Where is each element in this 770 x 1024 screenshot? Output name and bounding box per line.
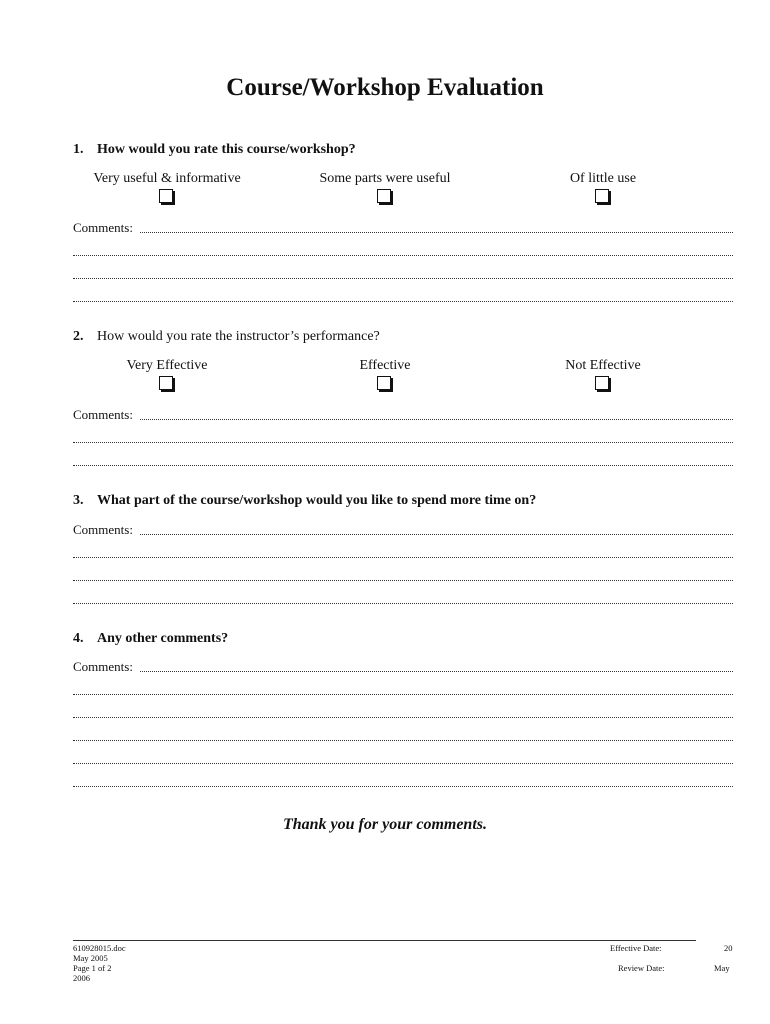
comment-line[interactable] (73, 266, 733, 282)
option-little-use-label: Of little use (569, 171, 637, 186)
comments-label: Comments: (73, 220, 139, 235)
question-number: 4. (73, 631, 84, 646)
question-number: 3. (73, 493, 84, 508)
comment-line[interactable] (73, 751, 733, 767)
option-some-useful-label: Some parts were useful (319, 171, 451, 186)
option-very-useful-label: Very useful & informative (93, 171, 241, 186)
footer-effective-label: Effective Date: (610, 943, 662, 953)
comment-line[interactable] (73, 591, 733, 607)
comment-line[interactable] (73, 289, 733, 305)
comments-label: Comments: (73, 522, 139, 537)
question-text: How would you rate the instructor’s performance? (97, 329, 380, 344)
option-effective-label: Effective (359, 358, 411, 373)
question-number: 1. (73, 142, 84, 157)
comments-label: Comments: (73, 659, 139, 674)
comment-line[interactable] (73, 705, 733, 721)
question-text: How would you rate this course/workshop? (97, 142, 356, 157)
comment-line[interactable] (73, 453, 733, 469)
footer-review-value: May (714, 963, 730, 973)
footer-divider (73, 940, 696, 941)
comments-line-q4[interactable] (73, 659, 733, 675)
comments-line-q1[interactable] (73, 220, 733, 236)
comment-line[interactable] (73, 728, 733, 744)
option-not-effective-label: Not Effective (565, 358, 641, 373)
comment-line[interactable] (73, 545, 733, 561)
checkbox-very-effective[interactable] (159, 376, 173, 390)
question-4 (73, 631, 228, 647)
question-text: What part of the course/workshop would you like to spend more time on? (97, 493, 537, 508)
question-2 (73, 329, 380, 345)
option-very-effective-label: Very Effective (126, 358, 208, 373)
question-1 (73, 142, 356, 158)
thank-you-message: Thank you for your comments. (282, 816, 487, 833)
comment-line[interactable] (73, 430, 733, 446)
footer-page-number: Page 1 of 2 (73, 963, 112, 973)
comments-line-q2[interactable] (73, 407, 733, 423)
footer-file: 610928015.doc (73, 943, 126, 953)
comment-line[interactable] (73, 774, 733, 790)
checkbox-some-useful[interactable] (377, 189, 391, 203)
question-3 (73, 493, 536, 509)
question-text: Any other comments? (97, 631, 229, 646)
comments-line-q3[interactable] (73, 522, 733, 538)
checkbox-not-effective[interactable] (595, 376, 609, 390)
footer-review-label: Review Date: (618, 963, 665, 973)
footer-date: May 2005 (73, 953, 108, 963)
comments-label: Comments: (73, 407, 139, 422)
footer-year: 2006 (73, 973, 90, 983)
comment-line[interactable] (73, 568, 733, 584)
checkbox-effective[interactable] (377, 376, 391, 390)
page-title: Course/Workshop Evaluation (226, 74, 544, 101)
checkbox-little-use[interactable] (595, 189, 609, 203)
comment-line[interactable] (73, 682, 733, 698)
question-number: 2. (73, 329, 84, 344)
footer-effective-value: 20 (724, 943, 733, 953)
checkbox-very-useful[interactable] (159, 189, 173, 203)
comment-line[interactable] (73, 243, 733, 259)
